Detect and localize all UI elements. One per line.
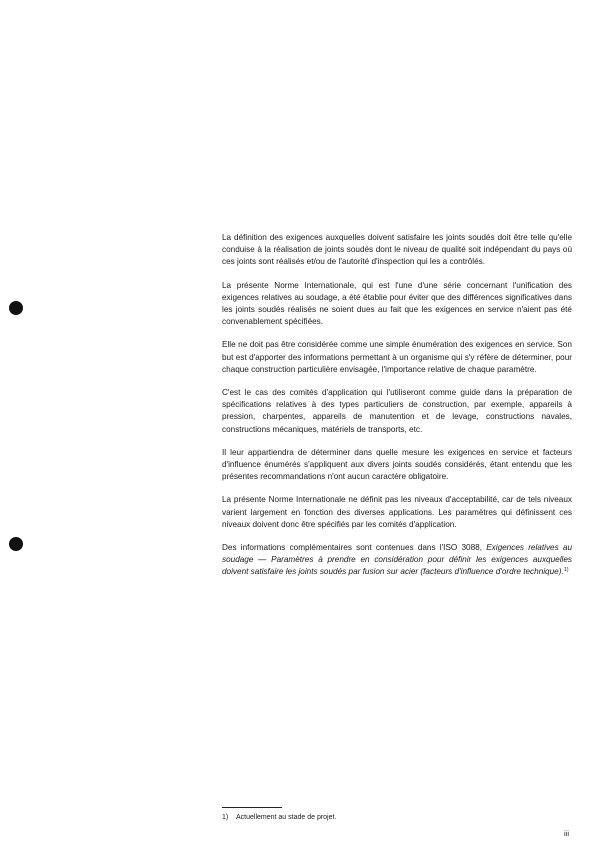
body-text [222,232,572,590]
paragraph-3: Elle ne doit pas être considérée comme une simple énumération des exigences en service. Son but est d'apporter des informations permettant à un organisme qui s'y réfère de déterminer, pour chaque construction particulière envisagée, l'importance relative de chaque paramètre. [222,340,572,374]
reference-title: Exigences relatives au soudage — Paramètres à prendre en considération pour définir les exigences auxquelles doivent satisfaire les joints soudés par fusion sur acier (facteurs d'influence d'ordre technique). [222,543,573,577]
page-number: iii [564,829,569,838]
paragraph-6: La présente Norme Internationale ne définit pas les niveaux d'acceptabilité, car de tels niveaux varient largement en fonction des diverses applications. Les paramètres qui définissent ces niveaux doivent donc être spécifiés par les comités d'application. [222,495,572,529]
footnote-text: Actuellement au stade de projet. [236,814,337,821]
binder-hole-top [9,301,23,315]
footnote [222,813,336,822]
binder-hole-bottom [9,537,23,551]
reference-lead: Des informations complémentaires sont contenues dans l'ISO 3088, [222,543,487,553]
footnote-ref: 1) [563,567,569,574]
paragraph-5: Il leur appartiendra de déterminer dans quelle mesure les exigences en service et facteurs d'influence énumérés s'appliquent aux divers joints soudés considérés, étant entendu que les présentes recommandations n'ont aucun caractère obligatoire. [222,447,572,482]
paragraph-4: C'est le cas des comités d'application qui l'utiliseront comme guide dans la préparation de spécifications relatives à des types particuliers de construction, par exemple, appareils à pression, charpentes, appareils de manutention et de levage, constructions navales, constructions mécaniques, matériels de transports, etc. [222,388,572,434]
paragraph-1: La définition des exigences auxquelles doivent satisfaire les joints soudés doit être telle qu'elle conduise à la réalisation de joints soudés dont le niveau de qualité soit indépendant du pays où ces joints sont réalisés et/ou de l'autorité d'inspection qui les a contrôlés. [222,233,572,267]
paragraph-7 [222,542,572,579]
paragraph-2: La présente Norme Internationale, qui est l'une d'une série concernant l'unification des exigences relatives au soudage, a été établie pour éviter que des différences significatives dans les joints soudés réalisés ne soient dues au fait que les exigences en service n'aient pas été convenablement spécifiées. [222,280,572,327]
footnote-number: 1) [222,814,229,821]
footnote-rule [222,807,282,808]
